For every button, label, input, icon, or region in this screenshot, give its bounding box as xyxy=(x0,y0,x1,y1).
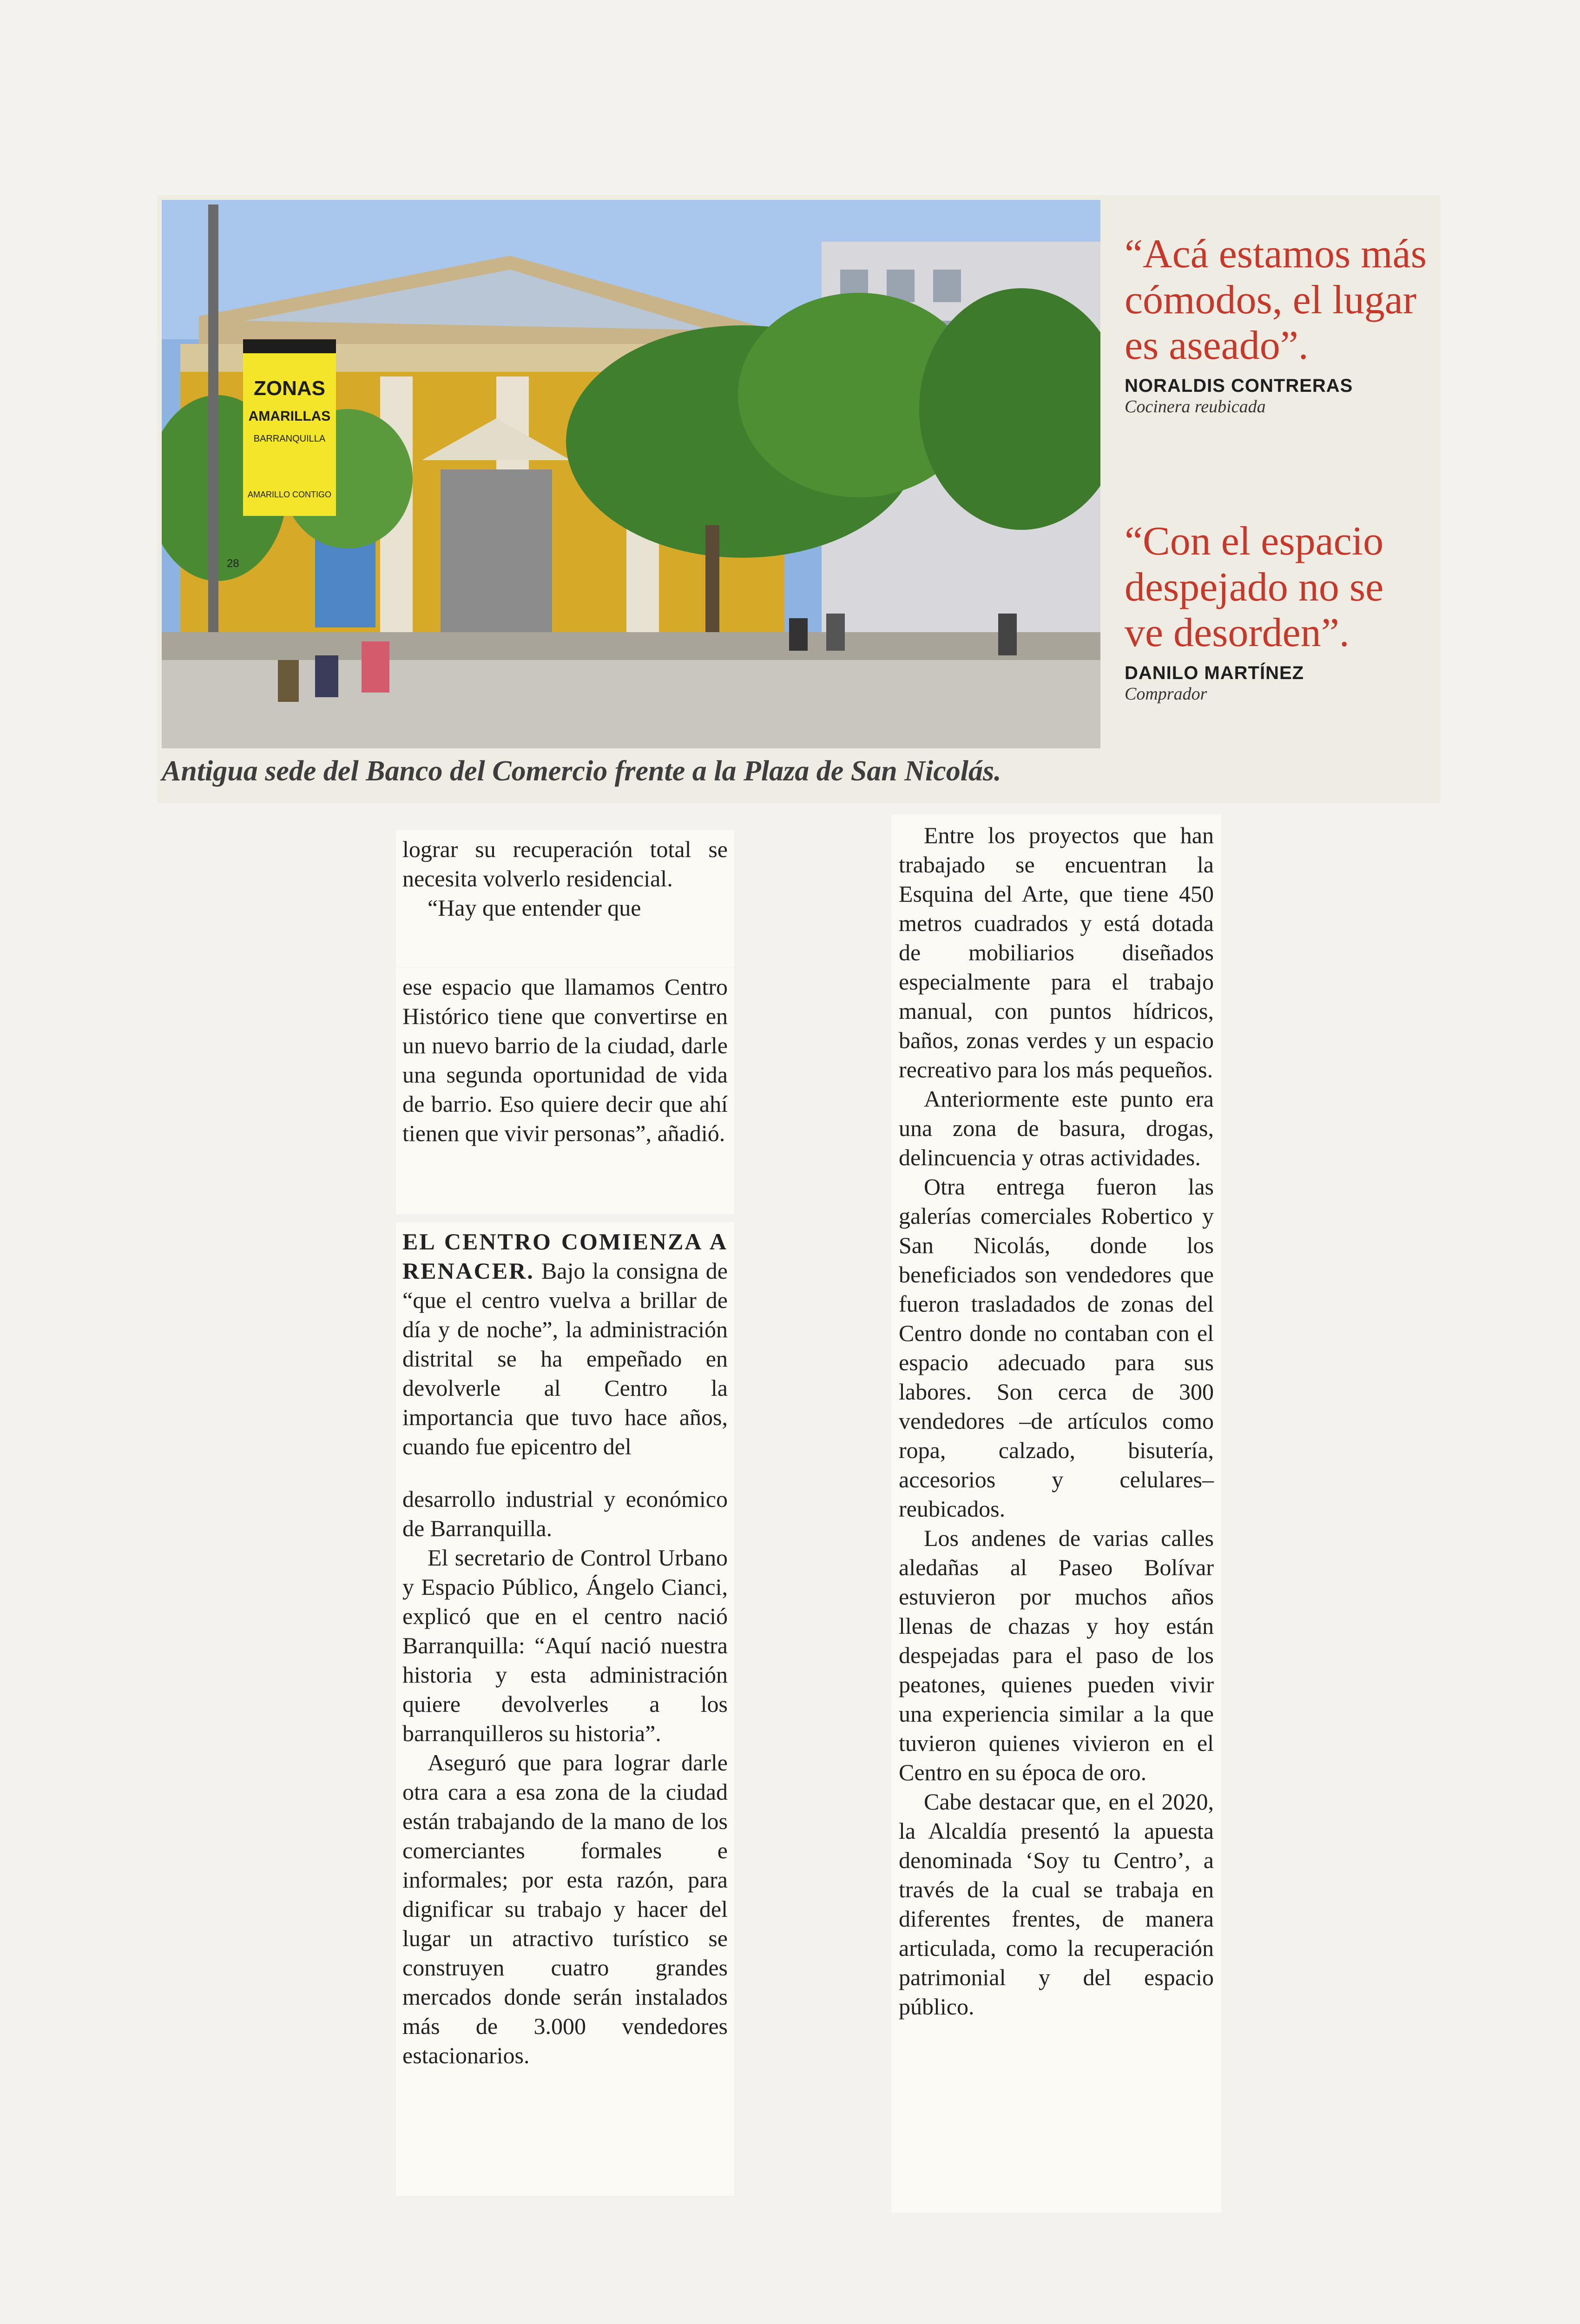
paragraph: Entre los proyectos que han trabajado se encuentran la Esquina del Arte, que tiene 450 metros cuadrados y está dotada de mobiliarios diseñados especialmente para el trabajo manual, con puntos hídricos, baños, zonas verdes y un espacio recreativo para los más pequeños. xyxy=(899,822,1214,1083)
quote-text: “Con el espacio despejado no se ve desorden”. xyxy=(1125,519,1384,656)
paragraph: Los andenes de varias calles aledañas al Paseo Bolívar estuvieron por muchos años llenas de chazas y hoy están despejadas para el paso de los peatones, quienes pueden vivir una experiencia similar a la que tuvieron quienes vivieron en el Centro en su época de oro. xyxy=(899,1525,1214,1785)
paragraph: desarrollo industrial y económico de Barranquilla. xyxy=(402,1486,728,1541)
paragraph: “Hay que entender que xyxy=(428,895,641,921)
banner-line-2: AMARILLAS xyxy=(248,409,331,424)
street xyxy=(162,660,1100,748)
banner-footer: AMARILLO CONTIGO xyxy=(247,490,332,499)
photo-illustration xyxy=(162,200,1100,748)
quote-author-role: Comprador xyxy=(1125,684,1207,704)
building-photo xyxy=(162,200,1100,748)
quote-author: DANILO MARTÍNEZ xyxy=(1125,662,1304,683)
paragraph: Otra entrega fueron las galerías comerciales Robertico y San Nicolás, donde los beneficiados son vendedores que fueron trasladados de zonas del Centro donde no contaban con el espacio adecuado para sus labores. Son cerca de 300 vendedores –de artículos como ropa, calzado, bisutería, accesorios y celulares– reubicados. xyxy=(899,1174,1214,1522)
text-clipping xyxy=(396,830,734,967)
banner-sub: BARRANQUILLA xyxy=(253,434,326,444)
paragraph: ese espacio que llamamos Centro Histórico tiene que convertirse en un nuevo barrio de la ciudad, darle una segunda oportunidad de vida de barrio. Eso quiere decir que ahí tienen que vivir personas”, añadió. xyxy=(402,974,728,1146)
building-number: 28 xyxy=(227,557,239,570)
shutter-door xyxy=(441,469,552,632)
paragraph: Anteriormente este punto era una zona de basura, drogas, delincuencia y otras actividades. xyxy=(899,1086,1214,1170)
paragraph-text: Bajo la consigna de “que el centro vuelva a brillar de día y de noche”, la administración distrital se ha empeñado en devolverle al Centro la importancia que tuvo hace años, cuando fue epicentro del xyxy=(402,1258,728,1459)
pull-quote xyxy=(1125,231,1431,417)
quote-author: NORALDIS CONTRERAS xyxy=(1125,375,1353,396)
paragraph: El secretario de Control Urbano y Espacio Público, Ángelo Cianci, explicó que en el centro nació Barranquilla: “Aquí nació nuestra historia y esta administración quiere devolverles a los barranquilleros su historia”. xyxy=(402,1545,728,1746)
text-clipping xyxy=(396,968,734,1214)
photo-caption: Antigua sede del Banco del Comercio frente a la Plaza de San Nicolás. xyxy=(162,755,1001,787)
zonas-amarillas-banner xyxy=(243,339,336,516)
quote-author-role: Cocinera reubicada xyxy=(1125,396,1266,416)
steps xyxy=(162,632,1100,660)
banner-line-1: ZONAS xyxy=(254,377,325,400)
quote-text: “Acá estamos más cómodos, el lugar es aseado”. xyxy=(1125,231,1427,369)
person xyxy=(315,655,338,697)
paragraph: lograr su recuperación total se necesita volverlo residencial. xyxy=(402,836,728,891)
pull-quote xyxy=(1125,519,1431,704)
paragraph: Cabe destacar que, en el 2020, la Alcaldía presentó la apuesta denominada ‘Soy tu Centro’, a través de la cual se trabaja en diferentes frentes, de manera articulada, como la recuperación patrimonial y del espacio público. xyxy=(899,1789,1214,2020)
text-clipping xyxy=(891,814,1221,2212)
text-clipping xyxy=(396,1480,734,2196)
paragraph xyxy=(402,1227,728,1461)
text-clipping xyxy=(396,1222,734,1487)
photo-clipping xyxy=(157,195,1441,803)
section-lead: EL CENTRO COMIENZA A RENACER. xyxy=(402,1228,728,1284)
paragraph: Aseguró que para lograr darle otra cara a esa zona de la ciudad están trabajando de la mano de los comerciantes formales e informales; por esta razón, para dignificar su trabajo y hacer del lugar un atractivo turístico se construyen cuatro grandes mercados donde serán instalados más de 3.000 vendedores estacionarios. xyxy=(402,1750,728,2068)
